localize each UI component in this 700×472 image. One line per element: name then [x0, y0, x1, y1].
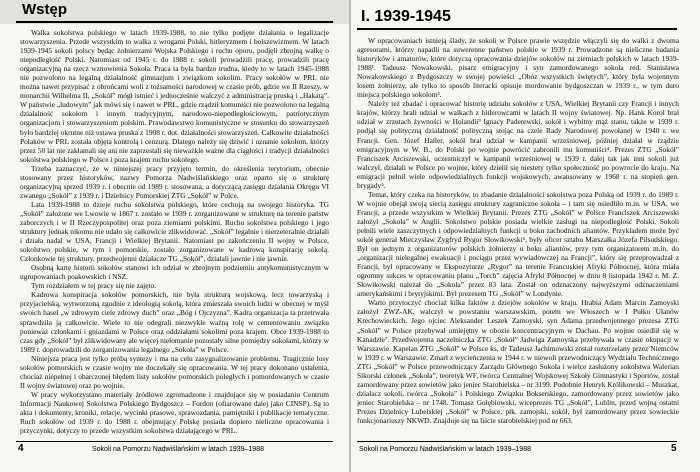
left-page-title: Wstęp: [22, 1, 67, 18]
right-page-body: [357, 36, 679, 436]
left-paragraph: Trzeba zaznaczyć, że w niniejszej pracy przyjęto termin, do określenia terytorium, obecnie stosowany przez historyków, nazwy Pomorza Nadwiślańskiego oraz oparto się o strukturę organizacyjną sprzed 1939 r. i obecnie od 1989 r. stosowana, a dotyczącą zasięgu działania Okręgu VI zwanego „Sokół” z 1939 r. i Dzielnicy Pomorskiej ZTG „Sokół” w Polce.: [20, 163, 329, 200]
left-header-rule: [16, 21, 333, 23]
right-running-footer: Sokoli na Pomorzu Nadwiślańskim w latach 1939–1988: [359, 446, 531, 453]
right-paragraph: W opracowaniach istnieją ślady, że sokoli w Polsce prawie wszędzie włączyli się do walki z dwoma agresorami, którzy napadli na suwerenne państwo polskie w 1939 r. Prowadzone są nieliczne badania historyków i amatorów, które dotyczą opracowania dziejów sokołów na ziemiach polskich w latach 1939-1988¹. Tadeusz Nowakowski, pisarz emigracyjny i syn zamordowanego sokoła red. Stanisława Nowakowskiego z Bydgoszczy w swojej powieści „Obóz wszystkich świętych”, który była wojennym losem żołnierzy, ale tylko to sposób literacki opisuje mordowanie bydgoszczan w 1939 r., w tym duro miejsca polskiego sokolom².: [357, 36, 679, 100]
left-page: [0, 0, 349, 472]
right-paragraph: Należy też zbadać i opracować historię udziału sokołów z USA, Wielkiej Brytanii czy Francji i innych krajów, którzy brali udział w walkach z hitlerowcami w latach II wojny światowej. Np. Hank Korol brał udział w zrzutach żywności w Holandii³ Ignacy Paderewski, sokół i wybitny mąż stanu, także w 1939 r. podjął się polityczną działalność polityczną stojąc na czele Rady Narodowej powołanej w 1940 r. we Francji. Gen. Józef Haller, sokół brał udział w kampanii wrześniowej, później działał w rządzie emigracyjnym w W. B., do Polski po wojnie powrócić zabronili mu komuniści⁴. Prezes ZTG „Sokół” Franciszek Arciszewski, uczestniczył w kampanii wrześniowej w 1939 r. dalej tak jak inni sokoli już walczył, działali w Polsce po wojnie, który dzielił się niestety tylko społeczność po powrocie do kraju. Na emigracji pełnił wiele odpowiedzialnych funkcji wojskowych, awansowany w 1968 r. na stopień gen. brygady⁵.: [357, 99, 679, 190]
left-paragraph: Osobną kartę historii sokołów stanowi ich udział w zbrojnym podziemiu antykomunistycznym w ugrupowaniach poakowskich i NSZ.: [20, 263, 329, 282]
right-header-rule: [357, 28, 677, 30]
left-paragraph: Walka sokolstwa polskiego w latach 1939-1988, to nie tylko podjęte działania o legalizacje stowarzyszenia. Przede wszystkim to walka z wrogami Polski, hitleryzmem i bolszewizmem. W latach 1939-1945 sokoli polscy będąc żołnierzami Wojska Polskiego i ruchu oporu, podjęli zbrojną walkę o niepodległość Polski. Natomiast od 1945 r. do 1988 r. sokoli prowadzili pracę, prowadzili pracę organizacyjną na rzecz wznowienia Sokoła. Praca ta była bardzo trudna, kiedy to w latach 1945-1988 nie pozwolono na legalną działalność gimnazjum i związkom sokolim. Pracy sokołów w PRL nie można nawet przypisać z obrońcami woli z tożsamości narodowej w czasie prób, gdzie we II Rzeszy, w monarchii Wilhelma II, „Sokół” mógł istnieć i jednocześnie walczyć z administracją pruską i „Hakatą”. W państwie „ludowym” jak mówi się i nawet w PRL, gdzie rządził komuniści nie pozwolono na legalną działalność sokołom i innym tradycyjnym, narodowo-niepodległościowym, patriotycznym organizacjom i stowarzyszeniom polskim. Prawodawstwo komunistyczne w stosunku do stowarzyszeń było bardziej okrutne niż ustawa pruska z 1908 r. dot. działalności stowarzyszeń. Całkowite działalności Polaków w PRL została objęta kontrolą i cenzurą. Dlatego należy się dziwić i uznanie sokołom, którzy przez 50 lat nie zakłamali się ani nie zaprzestali się nieważkle ważne dla ciągłości i tradycji działalności sokolstwa polskiego w Polsce i poza krajem ruchu sokolego.: [20, 28, 329, 164]
left-footer-rule: [16, 441, 333, 442]
right-page-number: 5: [671, 443, 677, 454]
right-footer-rule: [357, 441, 677, 442]
left-running-footer: Sokoli na Pomorzu Nadwiślańskim w latach 1939–1988: [92, 446, 264, 453]
left-paragraph: Lata 1939-1988 to dzieje ruchu sokolstwa polskiego, które cechują na swojego historyka. TG „Sokół” założone we Lwowie w 1867 r. zostało w 1939 r. zorganizowane w strukturę na terenie państw zaborczych i w II Rzeczypospolitej oraz poza ziemiami polskimi. Ruchu sokolstwa polskiego i jego struktury jednak nikomu nie udało się całkowicie zlikwidować. „Sokół” legalnie i nierzeteralnie działali i działa nadal w USA, Francji i Wielkiej Brytanii. Natomiast po zakończeniu II wojny w Polsce, sokolstwo polskie, w tym i pomorskie, zostało zorganizowane w kadrową konspirację sokolą. Członkowie tej struktury, przedwojenni działacze TG „Sokół”, działali jawnie i nie jawnie.: [20, 199, 329, 264]
chapter-title: I. 1939-1945: [361, 8, 451, 25]
left-paragraph: Tym rozdziałem w tej pracy się nie zajęto.: [31, 281, 157, 291]
left-page-body: [20, 28, 329, 436]
right-paragraph: Temat, który czeka na historyków, to zbadanie działalności sokolstwa poza Polską od 1939 r. do 1989 r. W wojnie obejął swoją siecią zasięgu struktury zagraniczne sokoła – i tam się osiedliło m.in. w USA, we Francji, a przede wszystkim w Wielkiej Brytanii. Prezes ZTG „Sokół” w Polsce Franciszek Arciszewski założył „Sokoła” w Anglii. Sokolstwo polskie posiada wielkie zasługi na niepodległość Polski. Sokoli pełnili wiele zaszczytnych i odpowiedzialnych funkcji u boku zachodnich aliantów. Przykładem może być sokół generał Mieczysław Zygfryd Rygor Słowikowski⁶, były oficer sztabu Marszałka Józefa Piłsudskiego. Był on jednym z organizatorów polskich żołnierzy u boku aliantów, przy tym organizatorem m.in. do „organizacji nielegalnej ewakuacji i pociągu przez wywiadowczej na Francji”, który się przeprowadzał z Francji, był opracowany w Ekspozyturze „Rygor” na terenie Francuskiej Afryki Północnej, która miała ogromny sukces w opracowaniu planu „Torch” zajęcia Afryki Północnej w dniu 8 listopada 1942 r. M. Z. Słowikowski należał do „Sokoła” przez 83 lata. Został on odznaczony najwyższymi odznaczeniami amerykańskimi i brytyjskimi. Był prezesem TG „Sokół” w Londynie.: [357, 189, 679, 299]
left-paragraph: Kadrowa konspiracja sokołów pomorskich, nie była strukturą wojskową, lecz towarzyską i przyjacielską, wytworzoną zgodnie z ideologią sokolą, która zmieszała swoich ludzi w obecnej w myśl swoich haseł „w zdrowym ciele zdrowy duch” oraz „Bóg i Ojczyzna”. Kadra organizacja ta przetrwała sprawdziła ją całkowicie. Wiele to nie odegrali niezwykłe ważną rolę w cementowaniu związku ponieważ członkami i gniazdami w Polsce oraz oddziałami sokolimi poza krajem. Obce 1939-1988 to czas gdy „Sokół” był zlikwidowany ale więcej niełomanie pozostały silne pomiędzy sokołami, którzy w 1989 r. doprowadzili do zorganizowania legalnego „Sokoła” w Polsce.: [20, 290, 329, 354]
left-paragraph: Niniejsza praca jest tylko próbą syntezy i ma na celu zasygnalizowanie problemu. Tragicznie losy sokołów pomorskich w czasie wojny nie doczekały się opracowania. W tej pracy dokonano ustalenia, chociaż niepełnej i obarczonej błędem listy sokołów pomorskich poległych i pomordowanych w czasie II wojny światowej oraz po wojnie.: [20, 353, 329, 390]
left-paragraph: W pracy wykorzystano materiały źródłowe zgromadzone i znajdujące się w posiadaniu Centrum Informacji Naukowej Sokolstwa Polskiego Bydgoszcz – Fordon (ofiarowane dalej jako CINSP). Są to akta i dokumenty, kroniki, relacje, wycinki prasowe, sprawozdania, pamiętniki i publikacje tematyczne. Ruch sokołów od 1939 r. do 1988 r. obejmujący Polskę posiada dopiero nieliczne opracowania i przyczynki, dotyczy to przede wszystkim sokolstwa działającego w PRL.: [20, 389, 329, 436]
right-page: [351, 0, 700, 472]
right-paragraph: Warto przytoczyć chociaż kilka faktów z dziejów sokołów w kraju. Hrabia Adam Marcin Zamoyski założył ZWZ-AK, walczył w powstaniu warszawskim, potem we Włoszech w I Pułku Ułanów Krechowieckich. Jego ojciec Aleksander Leszek Zamoyski, syn Adama przedwojennego prezesa ZTG „Sokół” w Polsce przebywał umiejętny w obozie koncentracyjnym w Dachau. Po wojnie osiedlił się w Kanadzie⁷. Przedwojenna naczelniczka ZTG „Sokół” Jadwiga Zamoyska przebywała w czasie okupacji w Warszawie. Kapelan ZTG „Sokół” w Polsce ks. dr Tadeusz Jachimowski został rozstrzelany przez Niemców w 1939 r. w Warszawie. Zmarł z wycieńczenia w 1944 r. w niewoli przewodniczący Wydziału Technicznego ZTG „Sokół” w Polsce przewodniczący Zarządu Głównego Sokola i wielce zasłużony sokolstwa Walerian Sikorski członek „Sokoła”, teoretyk WF, twórca Centralnej Wojskowej Szkoły Gimnastyki i Sportów, został zamordowany przez sowietów jako jeniec Starobielska – nr 3199. Podobnie Henryk Królikowski – Muszkat, działacz sokoli, twórca „Sokoła” i Polskiego Związku Bokserskiego, zamordowany przez sowietów jako jeniec Starobielska – nr 1748. Tomasz Gołębiowski, wiceprezes TG „Sokół”, Lublin, przed wojną ostatni Prezes Dzielnicy Lubelskiej „Sokół” w Polsce, płk. zamojski, sokół, był zamordowany przez sowieckie funkcjonariuszy NKWD. Znajduje się na liście starobielskiej pod nr 663.: [357, 298, 679, 425]
left-page-number: 4: [18, 443, 24, 454]
